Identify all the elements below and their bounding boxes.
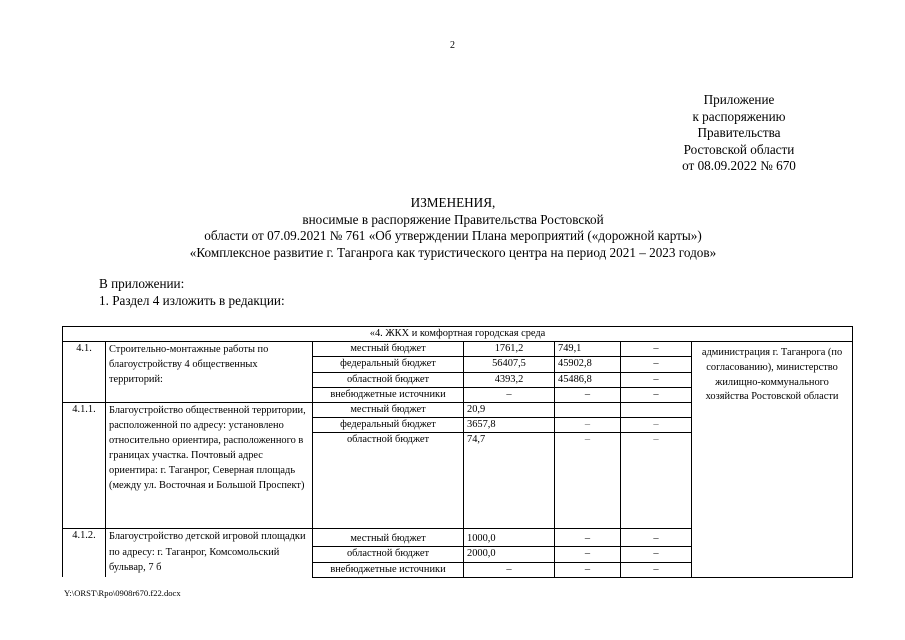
appendix-line: Правительства (697, 125, 781, 141)
row-description: Строительно-монтажные работы по благоустройству 4 общественных территорий: (106, 342, 313, 403)
funding-source: федеральный бюджет (313, 418, 464, 433)
title-heading: ИЗМЕНЕНИЯ, (410, 195, 496, 210)
row-description: Благоустройство общественной территории, расположенной по адресу: установлено относительно ориентира, расположенного в границах участка. Почтовый адрес ориентира: г. Таганрог, Северная площадь (между ул. Восточная и Большой Проспект) (106, 403, 313, 529)
appendix-line: Приложение (703, 92, 775, 107)
appendix-line: Ростовской области (683, 141, 795, 157)
appendix-line: к распоряжению (692, 108, 786, 124)
intro-text (99, 276, 285, 310)
title-line: «Комплексное развитие г. Таганрога как туристического центра на период 2021 – 2023 годов» (189, 244, 717, 260)
value-year-3 (621, 403, 692, 418)
value-year-3: – (621, 342, 692, 357)
file-path-footer: Y:\ORST\Rpo\0908r670.f22.docx (64, 588, 181, 598)
responsible-executor: администрация г. Таганрога (по согласованию), министерство жилищно-коммунального хозяйства Ростовской области (692, 342, 853, 578)
intro-line: В приложении: (99, 276, 185, 291)
value-year-3: – (621, 418, 692, 433)
value-year-3: – (621, 433, 692, 529)
funding-source: местный бюджет (313, 403, 464, 418)
appendix-line: от 08.09.2022 № 670 (682, 158, 796, 174)
row-number: 4.1.2. (63, 529, 106, 577)
value-year-1: – (464, 387, 555, 402)
section-table (62, 326, 853, 578)
value-year-1: 2000,0 (464, 547, 555, 562)
funding-source: внебюджетные источники (313, 387, 464, 402)
value-year-2: – (555, 387, 621, 402)
value-year-1: – (464, 562, 555, 577)
value-year-1: 20,9 (464, 403, 555, 418)
value-year-1: 1761,2 (464, 342, 555, 357)
value-year-2: – (555, 433, 621, 529)
value-year-2: 45486,8 (555, 372, 621, 387)
intro-line: 1. Раздел 4 изложить в редакции: (99, 292, 285, 308)
title-line: вносимые в распоряжение Правительства Ростовской (302, 211, 604, 227)
value-year-1: 3657,8 (464, 418, 555, 433)
value-year-1: 56407,5 (464, 357, 555, 372)
value-year-3: – (621, 372, 692, 387)
funding-source: местный бюджет (313, 529, 464, 547)
value-year-2: 749,1 (555, 342, 621, 357)
section-title: «4. ЖКХ и комфортная городская среда (63, 327, 853, 342)
value-year-2: – (555, 562, 621, 577)
value-year-3: – (621, 357, 692, 372)
funding-source: местный бюджет (313, 342, 464, 357)
document-title (60, 195, 846, 261)
funding-source: областной бюджет (313, 372, 464, 387)
value-year-2: – (555, 418, 621, 433)
row-description: Благоустройство детской игровой площадки по адресу: г. Таганрог, Комсомольский бульвар, 7 б (106, 529, 313, 577)
value-year-2: – (555, 529, 621, 547)
funding-source: федеральный бюджет (313, 357, 464, 372)
value-year-1: 74,7 (464, 433, 555, 529)
row-number: 4.1.1. (63, 403, 106, 529)
funding-source: областной бюджет (313, 547, 464, 562)
funding-source: областной бюджет (313, 433, 464, 529)
row-number: 4.1. (63, 342, 106, 403)
value-year-3: – (621, 562, 692, 577)
page-number: 2 (450, 40, 455, 51)
funding-source: внебюджетные источники (313, 562, 464, 577)
value-year-3: – (621, 529, 692, 547)
value-year-2: 45902,8 (555, 357, 621, 372)
value-year-2: – (555, 547, 621, 562)
title-line: области от 07.09.2021 № 761 «Об утверждении Плана мероприятий («дорожной карты») (204, 228, 702, 244)
value-year-3: – (621, 387, 692, 402)
value-year-1: 1000,0 (464, 529, 555, 547)
value-year-3: – (621, 547, 692, 562)
appendix-block (640, 92, 838, 175)
value-year-2 (555, 403, 621, 418)
value-year-1: 4393,2 (464, 372, 555, 387)
